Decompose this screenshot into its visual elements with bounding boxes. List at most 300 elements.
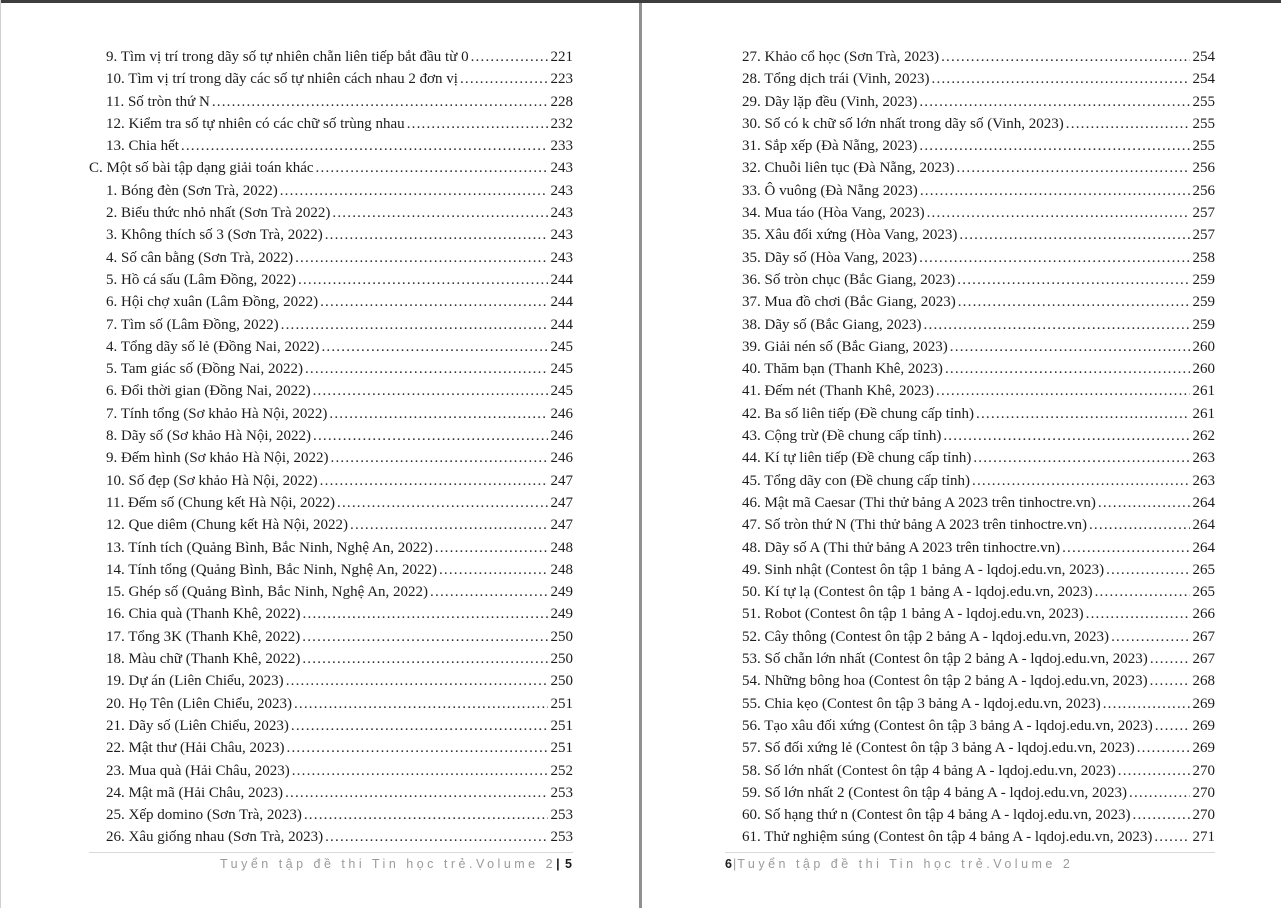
entry-label: 30. Số có k chữ số lớn nhất trong dãy số (Vinh, 2023)	[742, 115, 1064, 132]
entry-label: 33. Ô vuông (Đà Nẵng 2023)	[742, 182, 918, 199]
entry-label: 8. Dãy số (Sơ khảo Hà Nội, 2022)	[106, 428, 311, 445]
entry-page-number: 267	[1192, 651, 1215, 668]
toc-entry	[89, 247, 573, 269]
entry-page-number: 246	[550, 428, 573, 445]
toc-entry	[725, 760, 1215, 782]
toc-entry	[89, 626, 573, 648]
entry-page-number: 264	[1192, 494, 1215, 511]
toc-entry	[725, 470, 1215, 492]
toc-entry	[725, 135, 1215, 157]
dot-leader	[302, 626, 547, 648]
toc-entry	[725, 737, 1215, 759]
entry-page-number: 248	[550, 561, 573, 578]
toc-entry	[725, 224, 1215, 246]
entry-label: 16. Chia quà (Thanh Khê, 2022)	[106, 606, 301, 623]
toc-entry	[89, 470, 573, 492]
entry-page-number: 247	[550, 517, 573, 534]
entry-label: 49. Sinh nhật (Contest ôn tập 1 bảng A - lqdoj.edu.vn, 2023)	[742, 561, 1105, 578]
toc-entry	[725, 157, 1215, 179]
entry-label: 37. Mua đồ chơi (Bắc Giang, 2023)	[742, 294, 956, 311]
entry-page-number: 255	[1192, 115, 1215, 132]
entry-label: 26. Xâu giống nhau (Sơn Trà, 2023)	[106, 829, 324, 846]
dot-leader	[298, 269, 548, 291]
entry-page-number: 259	[1192, 316, 1215, 333]
toc-entry	[89, 403, 573, 425]
entry-label: 52. Cây thông (Contest ôn tập 2 bảng A - lqdoj.edu.vn, 2023)	[742, 628, 1110, 645]
dot-leader	[1062, 537, 1189, 559]
entry-page-number: 254	[1192, 71, 1215, 88]
entry-page-number: 264	[1192, 539, 1215, 556]
entry-label: 10. Số đẹp (Sơ khảo Hà Nội, 2022)	[106, 472, 318, 489]
entry-page-number: 244	[550, 271, 573, 288]
dot-leader	[305, 358, 548, 380]
dot-leader	[430, 581, 547, 603]
entry-page-number: 254	[1192, 49, 1215, 65]
entry-label: 38. Dãy số (Bắc Giang, 2023)	[742, 316, 922, 333]
toc-entry	[725, 537, 1215, 559]
dot-leader	[957, 269, 1189, 291]
entry-page-number: 259	[1192, 271, 1215, 288]
dot-leader	[316, 157, 548, 179]
entry-label: 55. Chia kẹo (Contest ôn tập 3 bảng A - lqdoj.edu.vn, 2023)	[742, 695, 1101, 712]
entry-page-number: 246	[550, 450, 573, 467]
entry-label: 43. Cộng trừ (Đề chung cấp tỉnh)	[742, 428, 942, 445]
entry-label: 11. Đếm số (Chung kết Hà Nội, 2022)	[106, 494, 335, 511]
entry-label: 3. Không thích số 3 (Sơn Trà, 2022)	[106, 227, 323, 244]
entry-page-number: 243	[550, 205, 573, 222]
toc-entry	[89, 46, 573, 68]
dot-leader	[303, 603, 548, 625]
dot-leader	[945, 358, 1190, 380]
dot-leader	[285, 782, 547, 804]
toc-entry	[89, 804, 573, 826]
dot-leader	[1089, 514, 1190, 536]
dot-leader	[331, 447, 548, 469]
entry-label: 6. Đổi thời gian (Đồng Nai, 2022)	[106, 383, 311, 400]
toc-entry	[89, 559, 573, 581]
entry-label: 34. Mua táo (Hòa Vang, 2023)	[742, 205, 925, 222]
toc-entry	[725, 247, 1215, 269]
footer-page-number: 5	[565, 856, 573, 871]
dot-leader	[973, 447, 1189, 469]
dot-leader	[325, 826, 547, 848]
entry-label: 35. Xâu đối xứng (Hòa Vang, 2023)	[742, 227, 958, 244]
entry-label: 13. Tính tích (Quảng Bình, Bắc Ninh, Nghệ An, 2022)	[106, 539, 433, 556]
dot-leader	[950, 336, 1190, 358]
toc-entry	[725, 514, 1215, 536]
entry-page-number: 260	[1192, 338, 1215, 355]
entry-page-number: 264	[1192, 517, 1215, 534]
entry-label: 25. Xếp domino (Sơn Trà, 2023)	[106, 807, 302, 824]
toc-entry	[89, 91, 573, 113]
toc-entry	[725, 626, 1215, 648]
entry-label: 28. Tổng dịch trái (Vinh, 2023)	[742, 71, 930, 88]
toc-entry	[89, 603, 573, 625]
dot-leader	[313, 380, 548, 402]
entry-page-number: 250	[550, 673, 573, 690]
dot-leader	[212, 91, 548, 113]
toc-entry	[725, 581, 1215, 603]
dot-leader	[1137, 737, 1190, 759]
entry-label: 27. Khảo cổ học (Sơn Trà, 2023)	[742, 49, 940, 65]
right-page	[725, 46, 1215, 871]
dot-leader	[920, 180, 1190, 202]
dot-leader	[959, 224, 1189, 246]
entry-page-number: 249	[550, 606, 573, 623]
toc-entry	[725, 492, 1215, 514]
entry-label: 44. Kí tự liên tiếp (Đề chung cấp tỉnh)	[742, 450, 972, 467]
toc-entry	[89, 314, 573, 336]
dot-leader	[321, 336, 547, 358]
footer-book-title: Tuyển tập đề thi Tin học trẻ.Volume 2	[737, 856, 1074, 871]
entry-page-number: 247	[550, 494, 573, 511]
entry-page-number: 255	[1192, 93, 1215, 110]
entry-label: 48. Dãy số A (Thi thử bảng A 2023 trên tinhoctre.vn)	[742, 539, 1061, 556]
dot-leader	[956, 157, 1189, 179]
entry-page-number: 251	[550, 740, 573, 757]
entry-label: 2. Biểu thức nhỏ nhất (Sơn Trà 2022)	[106, 205, 331, 222]
dot-leader	[1155, 715, 1190, 737]
entry-page-number: 261	[1192, 383, 1215, 400]
entry-label: 40. Thăm bạn (Thanh Khê, 2023)	[742, 361, 943, 378]
entry-page-number: 265	[1192, 584, 1215, 601]
dot-leader	[1133, 804, 1190, 826]
entry-label: 58. Số lớn nhất (Contest ôn tập 4 bảng A - lqdoj.edu.vn, 2023)	[742, 762, 1116, 779]
entry-page-number: 250	[550, 651, 573, 668]
dot-leader	[439, 559, 548, 581]
entry-label: 20. Họ Tên (Liên Chiểu, 2023)	[106, 695, 292, 712]
entry-page-number: 266	[1192, 606, 1215, 623]
entry-label: 54. Những bông hoa (Contest ôn tập 2 bảng A - lqdoj.edu.vn, 2023)	[742, 673, 1148, 690]
toc-entry	[89, 291, 573, 313]
entry-label: 50. Kí tự lạ (Contest ôn tập 1 bảng A - lqdoj.edu.vn, 2023)	[742, 584, 1093, 601]
dot-leader	[941, 46, 1189, 68]
toc-entry	[725, 68, 1215, 90]
right-page-footer	[725, 852, 1215, 871]
entry-label: 15. Ghép số (Quảng Bình, Bắc Ninh, Nghệ An, 2022)	[106, 584, 429, 601]
entry-label: 47. Số tròn thứ N (Thi thử bảng A 2023 trên tinhoctre.vn)	[742, 517, 1087, 534]
entry-page-number: 257	[1192, 227, 1215, 244]
entry-label: 51. Robot (Contest ôn tập 1 bảng A - lqdoj.edu.vn, 2023)	[742, 606, 1084, 623]
dot-leader	[1106, 559, 1189, 581]
dot-leader	[976, 403, 1189, 425]
entry-page-number: 228	[550, 93, 573, 110]
entry-label: 10. Tìm vị trí trong dãy các số tự nhiên cách nhau 2 đơn vị	[106, 71, 458, 88]
dot-leader	[325, 224, 548, 246]
entry-page-number: 244	[550, 294, 573, 311]
entry-page-number: 270	[1192, 807, 1215, 824]
dot-leader	[281, 314, 548, 336]
entry-label: 23. Mua quà (Hải Châu, 2023)	[106, 762, 290, 779]
toc-entry	[725, 46, 1215, 68]
page-divider	[639, 0, 642, 908]
entry-page-number: 267	[1192, 628, 1215, 645]
entry-label: 56. Tạo xâu đối xứng (Contest ôn tập 3 bảng A - lqdoj.edu.vn, 2023)	[742, 717, 1153, 734]
toc-entry	[725, 269, 1215, 291]
dot-leader	[181, 135, 548, 157]
toc-entry	[725, 670, 1215, 692]
dot-leader	[291, 715, 548, 737]
entry-page-number: 223	[550, 71, 573, 88]
entry-page-number: 232	[550, 115, 573, 132]
dot-leader	[286, 670, 548, 692]
toc-entry	[725, 826, 1215, 848]
toc-entry	[725, 314, 1215, 336]
dot-leader	[919, 91, 1189, 113]
dot-leader	[471, 46, 548, 68]
toc-entry	[89, 380, 573, 402]
entry-page-number: 263	[1192, 450, 1215, 467]
dot-leader	[313, 425, 548, 447]
entry-page-number: 255	[1192, 138, 1215, 155]
entry-page-number: 270	[1192, 784, 1215, 801]
dot-leader	[295, 247, 547, 269]
entry-label: 7. Tìm số (Lâm Đồng, 2022)	[106, 316, 279, 333]
entry-label: 1. Bóng đèn (Sơn Trà, 2022)	[106, 182, 278, 199]
entry-label: 59. Số lớn nhất 2 (Contest ôn tập 4 bảng A - lqdoj.edu.vn, 2023)	[742, 784, 1127, 801]
entry-page-number: 271	[1192, 829, 1215, 846]
dot-leader	[932, 68, 1190, 90]
entry-label: 46. Mật mã Caesar (Thi thử bảng A 2023 trên tinhoctre.vn)	[742, 494, 1096, 511]
toc-entry	[89, 715, 573, 737]
dot-leader	[304, 804, 548, 826]
toc-entry	[89, 135, 573, 157]
entry-page-number: 247	[550, 472, 573, 489]
footer-page-number: 6	[725, 856, 733, 871]
toc-entry	[725, 559, 1215, 581]
toc-entry	[89, 358, 573, 380]
dot-leader	[936, 380, 1189, 402]
entry-label: 17. Tổng 3K (Thanh Khê, 2022)	[106, 628, 301, 645]
entry-page-number: 253	[550, 829, 573, 846]
toc-entry	[725, 180, 1215, 202]
dot-leader	[280, 180, 548, 202]
entry-label: 32. Chuỗi liên tục (Đà Nẵng, 2023)	[742, 160, 955, 177]
entry-label: 60. Số hạng thứ n (Contest ôn tập 4 bảng A - lqdoj.edu.vn, 2023)	[742, 807, 1131, 824]
toc-entry	[89, 826, 573, 848]
entry-label: 39. Giải nén số (Bắc Giang, 2023)	[742, 338, 948, 355]
toc-entry	[89, 269, 573, 291]
entry-label: 13. Chia hết	[106, 138, 179, 155]
entry-label: 18. Màu chữ (Thanh Khê, 2022)	[106, 651, 301, 668]
entry-label: 7. Tính tổng (Sơ khảo Hà Nội, 2022)	[106, 405, 328, 422]
toc-entry	[725, 715, 1215, 737]
dot-leader	[350, 514, 547, 536]
dot-leader	[927, 202, 1190, 224]
entry-label: 4. Tổng dãy số lẻ (Đồng Nai, 2022)	[106, 338, 320, 355]
dot-leader	[1098, 492, 1190, 514]
toc-entry	[725, 782, 1215, 804]
entry-label: 12. Kiểm tra số tự nhiên có các chữ số trùng nhau	[106, 115, 405, 132]
footer-separator: |	[556, 856, 561, 871]
dot-leader	[329, 403, 547, 425]
entry-label: 9. Đếm hình (Sơ khảo Hà Nội, 2022)	[106, 450, 329, 467]
toc-entry	[89, 425, 573, 447]
toc-entry	[89, 336, 573, 358]
entry-page-number: 265	[1192, 561, 1215, 578]
footer-separator: |	[732, 856, 738, 871]
dot-leader	[1111, 626, 1189, 648]
toc-entry	[725, 291, 1215, 313]
dot-leader	[1150, 670, 1190, 692]
entry-label: 42. Ba số liên tiếp (Đề chung cấp tỉnh)	[742, 405, 975, 422]
toc-entry	[89, 202, 573, 224]
entry-label: 31. Sắp xếp (Đà Nẵng, 2023)	[742, 138, 918, 155]
toc-entry	[725, 91, 1215, 113]
entry-label: 41. Đếm nét (Thanh Khê, 2023)	[742, 383, 935, 400]
toc-entry	[89, 447, 573, 469]
dot-leader	[919, 135, 1189, 157]
toc-entry	[725, 113, 1215, 135]
entry-page-number: 263	[1192, 472, 1215, 489]
entry-label: 14. Tính tổng (Quảng Bình, Bắc Ninh, Nghệ An, 2022)	[106, 561, 437, 578]
toc-entry	[725, 202, 1215, 224]
dot-leader	[943, 425, 1189, 447]
entry-label: 22. Mật thư (Hải Châu, 2023)	[106, 740, 285, 757]
toc-entry	[89, 68, 573, 90]
right-toc-list	[725, 46, 1215, 849]
toc-entry	[89, 693, 573, 715]
dot-leader	[435, 537, 548, 559]
entry-page-number: 257	[1192, 205, 1215, 222]
entry-label: 29. Dãy lặp đều (Vinh, 2023)	[742, 93, 918, 110]
dot-leader	[1150, 648, 1190, 670]
entry-label: 61. Thử nghiệm súng (Contest ôn tập 4 bảng A - lqdoj.edu.vn, 2023)	[742, 829, 1153, 846]
dot-leader	[958, 291, 1190, 313]
entry-page-number: 269	[1192, 695, 1215, 712]
entry-label: 4. Số cân bằng (Sơn Trà, 2022)	[106, 249, 294, 266]
entry-page-number: 270	[1192, 762, 1215, 779]
entry-label: 11. Số tròn thứ N	[106, 93, 210, 110]
dot-leader	[320, 470, 548, 492]
toc-entry	[725, 358, 1215, 380]
dot-leader	[337, 492, 548, 514]
dot-leader	[407, 113, 548, 135]
toc-entry	[89, 492, 573, 514]
toc-entry	[725, 804, 1215, 826]
entry-page-number: 245	[550, 361, 573, 378]
entry-page-number: 258	[1192, 249, 1215, 266]
toc-entry	[725, 447, 1215, 469]
entry-page-number: 233	[550, 138, 573, 155]
entry-page-number: 253	[550, 784, 573, 801]
entry-page-number: 252	[550, 762, 573, 779]
entry-page-number: 256	[1192, 182, 1215, 199]
entry-label: 12. Que diêm (Chung kết Hà Nội, 2022)	[106, 517, 349, 534]
entry-page-number: 243	[550, 160, 573, 177]
entry-page-number: 259	[1192, 294, 1215, 311]
dot-leader	[1129, 782, 1190, 804]
toc-entry	[89, 113, 573, 135]
entry-page-number: 268	[1192, 673, 1215, 690]
entry-page-number: 245	[550, 383, 573, 400]
dot-leader	[1154, 826, 1189, 848]
toc-entry	[725, 425, 1215, 447]
entry-page-number: 253	[550, 807, 573, 824]
entry-page-number: 269	[1192, 717, 1215, 734]
entry-page-number: 245	[550, 338, 573, 355]
entry-page-number: 250	[550, 628, 573, 645]
dot-leader	[332, 202, 547, 224]
dot-leader	[919, 247, 1189, 269]
entry-page-number: 246	[550, 405, 573, 422]
entry-page-number: 256	[1192, 160, 1215, 177]
toc-entry	[725, 403, 1215, 425]
entry-label: 24. Mật mã (Hải Châu, 2023)	[106, 784, 284, 801]
entry-page-number: 244	[550, 316, 573, 333]
entry-label: 6. Hội chợ xuân (Lâm Đồng, 2022)	[106, 294, 319, 311]
dot-leader	[302, 648, 547, 670]
dot-leader	[1118, 760, 1190, 782]
dot-leader	[972, 470, 1190, 492]
toc-entry	[89, 760, 573, 782]
entry-page-number: 221	[550, 49, 573, 65]
dot-leader	[287, 737, 548, 759]
dot-leader	[1086, 603, 1190, 625]
dot-leader	[292, 760, 548, 782]
entry-page-number: 251	[550, 695, 573, 712]
left-toc-list	[89, 46, 573, 849]
toc-entry	[89, 737, 573, 759]
dot-leader	[320, 291, 547, 313]
toc-entry	[89, 670, 573, 692]
left-page	[89, 46, 573, 871]
entry-page-number: 249	[550, 584, 573, 601]
entry-page-number: 261	[1192, 405, 1215, 422]
entry-label: 57. Số đối xứng lẻ (Contest ôn tập 3 bảng A - lqdoj.edu.vn, 2023)	[742, 740, 1135, 757]
dot-leader	[1103, 693, 1190, 715]
entry-label: 5. Tam giác số (Đồng Nai, 2022)	[106, 361, 303, 378]
dot-leader	[294, 693, 548, 715]
entry-label: 19. Dự án (Liên Chiểu, 2023)	[106, 673, 284, 690]
dot-leader	[1066, 113, 1190, 135]
toc-entry	[725, 380, 1215, 402]
toc-entry	[89, 157, 573, 179]
dot-leader	[460, 68, 548, 90]
entry-label: 9. Tìm vị trí trong dãy số tự nhiên chẵn liên tiếp bắt đầu từ 0	[106, 49, 469, 65]
dot-leader	[924, 314, 1190, 336]
toc-entry	[89, 782, 573, 804]
toc-entry	[725, 648, 1215, 670]
toc-entry	[89, 514, 573, 536]
entry-label: 35. Dãy số (Hòa Vang, 2023)	[742, 249, 918, 266]
entry-label: 53. Số chẵn lớn nhất (Contest ôn tập 2 bảng A - lqdoj.edu.vn, 2023)	[742, 651, 1148, 668]
entry-label: 36. Số tròn chục (Bắc Giang, 2023)	[742, 271, 956, 288]
toc-entry	[725, 336, 1215, 358]
entry-page-number: 269	[1192, 740, 1215, 757]
entry-page-number: 243	[550, 249, 573, 266]
left-page-footer	[89, 852, 573, 871]
entry-page-number: 251	[550, 717, 573, 734]
toc-entry	[89, 180, 573, 202]
entry-label: 21. Dãy số (Liên Chiểu, 2023)	[106, 717, 289, 734]
toc-entry	[89, 224, 573, 246]
top-edge-bar	[1, 0, 1281, 3]
toc-entry	[89, 581, 573, 603]
entry-page-number: 243	[550, 182, 573, 199]
toc-entry	[89, 648, 573, 670]
toc-entry	[725, 603, 1215, 625]
toc-entry	[89, 537, 573, 559]
dot-leader	[1095, 581, 1190, 603]
entry-label: 5. Hồ cá sấu (Lâm Đồng, 2022)	[106, 271, 296, 288]
entry-page-number: 243	[550, 227, 573, 244]
entry-label: C. Một số bài tập dạng giải toán khác	[89, 160, 314, 177]
entry-page-number: 248	[550, 539, 573, 556]
entry-page-number: 260	[1192, 361, 1215, 378]
entry-page-number: 262	[1192, 428, 1215, 445]
entry-label: 45. Tổng dãy con (Đề chung cấp tỉnh)	[742, 472, 970, 489]
